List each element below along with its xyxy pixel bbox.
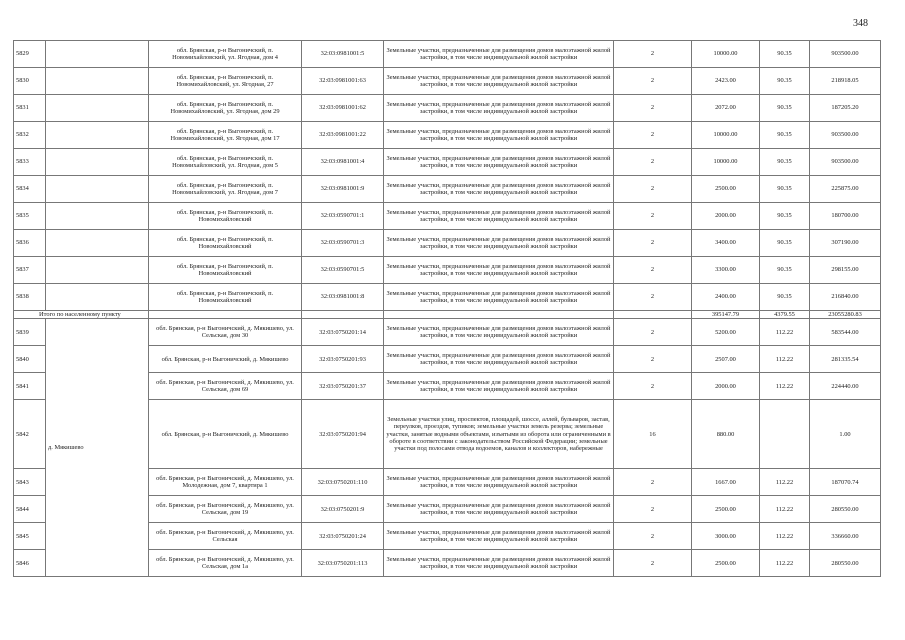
table-row [14, 95, 881, 122]
category-code: 2 [614, 176, 692, 203]
specific-value-cell: 90.35 [760, 149, 810, 176]
address-cell: обл. Брянская, р-н Выгоничский, п. Новомихайловский [149, 284, 302, 311]
row-number: 5829 [14, 41, 46, 68]
permitted-use: Земельные участки, предназначенные для размещения домов малоэтажной жилой застройки, в том числе индивидуальной жилой застройки [384, 496, 614, 523]
row-number: 5834 [14, 176, 46, 203]
address-cell: обл. Брянская, р-н Выгоничский, п. Новомихайловский, ул. Ягодная, дом 4 [149, 41, 302, 68]
address-cell: обл. Брянская, р-н Выгоничский, д. Мякишево, ул. Молодежная, дом 7, квартира 1 [149, 469, 302, 496]
settlement-cell [46, 284, 149, 311]
total-cadastral-value: 23055280.83 [810, 311, 881, 319]
specific-value-cell [760, 400, 810, 469]
category-code: 2 [614, 41, 692, 68]
address-cell: обл. Брянская, р-н Выгоничский, д. Мякишево [149, 346, 302, 373]
settlement-cell [46, 68, 149, 95]
category-code: 2 [614, 469, 692, 496]
category-code: 2 [614, 230, 692, 257]
settlement-cell [46, 203, 149, 230]
cadastral-value-cell: 903500.00 [810, 149, 881, 176]
total-empty-cell [149, 311, 302, 319]
permitted-use: Земельные участки, предназначенные для размещения домов малоэтажной жилой застройки, в том числе индивидуальной жилой застройки [384, 95, 614, 122]
cadastral-value-cell: 280550.00 [810, 550, 881, 577]
category-code: 2 [614, 203, 692, 230]
cadastral-value-cell: 903500.00 [810, 41, 881, 68]
settlement-cell [46, 41, 149, 68]
cadastral-number: 32:03:0981001:4 [302, 149, 384, 176]
specific-value-cell: 112.22 [760, 319, 810, 346]
cadastral-value-table [13, 40, 881, 577]
settlement-cell [46, 122, 149, 149]
specific-value-cell: 90.35 [760, 176, 810, 203]
address-cell: обл. Брянская, р-н Выгоничский, п. Новомихайловский [149, 230, 302, 257]
cadastral-number: 32:03:0750201:113 [302, 550, 384, 577]
total-label: Итого по населенному пункту [14, 311, 149, 319]
category-code: 2 [614, 523, 692, 550]
specific-value-cell: 112.22 [760, 373, 810, 400]
row-number: 5841 [14, 373, 46, 400]
cadastral-value-cell: 180700.00 [810, 203, 881, 230]
specific-value-cell: 112.22 [760, 523, 810, 550]
specific-value-cell: 90.35 [760, 230, 810, 257]
cadastral-value-cell: 187070.74 [810, 469, 881, 496]
category-code: 2 [614, 496, 692, 523]
table-row [14, 203, 881, 230]
specific-value-cell: 90.35 [760, 41, 810, 68]
area-cell: 2072.00 [692, 95, 760, 122]
category-code: 2 [614, 95, 692, 122]
area-cell: 10000.00 [692, 149, 760, 176]
specific-value-cell: 112.22 [760, 346, 810, 373]
area-cell: 1667.00 [692, 469, 760, 496]
category-code: 2 [614, 284, 692, 311]
row-number: 5840 [14, 346, 46, 373]
area-cell: 2000.00 [692, 203, 760, 230]
specific-value-cell: 90.35 [760, 95, 810, 122]
table-row [14, 230, 881, 257]
cadastral-number: 32:03:0981001:8 [302, 284, 384, 311]
row-number: 5833 [14, 149, 46, 176]
total-empty-cell [614, 311, 692, 319]
settlement-cell [46, 95, 149, 122]
category-code: 2 [614, 550, 692, 577]
permitted-use: Земельные участки, предназначенные для размещения домов малоэтажной жилой застройки, в том числе индивидуальной жилой застройки [384, 122, 614, 149]
specific-value-cell: 90.35 [760, 122, 810, 149]
total-empty-cell [384, 311, 614, 319]
cadastral-number: 32:03:0590701:3 [302, 230, 384, 257]
permitted-use: Земельные участки, предназначенные для размещения домов малоэтажной жилой застройки, в том числе индивидуальной жилой застройки [384, 523, 614, 550]
table-row [14, 176, 881, 203]
cadastral-value-cell: 903500.00 [810, 122, 881, 149]
permitted-use: Земельные участки, предназначенные для размещения домов малоэтажной жилой застройки, в том числе индивидуальной жилой застройки [384, 230, 614, 257]
area-cell: 5200.00 [692, 319, 760, 346]
row-number: 5846 [14, 550, 46, 577]
row-number: 5835 [14, 203, 46, 230]
area-cell: 2500.00 [692, 176, 760, 203]
address-cell: обл. Брянская, р-н Выгоничский, п. Новомихайловский, ул. Ягодная, дом 7 [149, 176, 302, 203]
specific-value-cell: 90.35 [760, 257, 810, 284]
cadastral-number: 32:03:0981001:62 [302, 95, 384, 122]
cadastral-value-cell: 298155.00 [810, 257, 881, 284]
page-number: 348 [853, 18, 868, 29]
cadastral-value-cell: 216840.00 [810, 284, 881, 311]
area-cell: 3300.00 [692, 257, 760, 284]
cadastral-value-cell: 218918.05 [810, 68, 881, 95]
settlement-cell [46, 149, 149, 176]
address-cell: обл. Брянская, р-н Выгоничский, д. Мякишево [149, 400, 302, 469]
cadastral-number: 32:03:0750201:93 [302, 346, 384, 373]
specific-value-cell: 90.35 [760, 203, 810, 230]
cadastral-number: 32:03:0590701:5 [302, 257, 384, 284]
category-code: 2 [614, 257, 692, 284]
settlement-cell [46, 176, 149, 203]
row-number: 5845 [14, 523, 46, 550]
row-number: 5830 [14, 68, 46, 95]
area-cell: 2423.00 [692, 68, 760, 95]
area-cell: 3000.00 [692, 523, 760, 550]
row-number: 5839 [14, 319, 46, 346]
area-cell: 2500.00 [692, 550, 760, 577]
settlement-name: д. Мякишево [46, 319, 149, 577]
row-number: 5836 [14, 230, 46, 257]
cadastral-number: 32:03:0981001:22 [302, 122, 384, 149]
category-code: 2 [614, 149, 692, 176]
permitted-use: Земельные участки, предназначенные для размещения домов малоэтажной жилой застройки, в том числе индивидуальной жилой застройки [384, 257, 614, 284]
specific-value-cell: 112.22 [760, 469, 810, 496]
area-cell: 2500.00 [692, 496, 760, 523]
row-number: 5842 [14, 400, 46, 469]
permitted-use: Земельные участки, предназначенные для размещения домов малоэтажной жилой застройки, в том числе индивидуальной жилой застройки [384, 469, 614, 496]
address-cell: обл. Брянская, р-н Выгоничский, п. Новомихайловский, ул. Ягодная, дом 17 [149, 122, 302, 149]
cadastral-value-cell: 307190.00 [810, 230, 881, 257]
total-specific-value: 4379.55 [760, 311, 810, 319]
specific-value-cell: 90.35 [760, 284, 810, 311]
permitted-use: Земельные участки, предназначенные для размещения домов малоэтажной жилой застройки, в том числе индивидуальной жилой застройки [384, 149, 614, 176]
area-cell: 880.00 [692, 400, 760, 469]
cadastral-value-cell: 583544.00 [810, 319, 881, 346]
cadastral-value-cell: 336660.00 [810, 523, 881, 550]
address-cell: обл. Брянская, р-н Выгоничский, п. Новомихайловский [149, 257, 302, 284]
row-number: 5831 [14, 95, 46, 122]
total-empty-cell [302, 311, 384, 319]
row-number: 5844 [14, 496, 46, 523]
specific-value-cell: 112.22 [760, 496, 810, 523]
address-cell: обл. Брянская, р-н Выгоничский, д. Мякишево, ул. Сельская, дом 1а [149, 550, 302, 577]
permitted-use: Земельные участки, предназначенные для размещения домов малоэтажной жилой застройки, в том числе индивидуальной жилой застройки [384, 68, 614, 95]
row-number: 5838 [14, 284, 46, 311]
settlement-cell [46, 257, 149, 284]
cadastral-number: 32:03:0981001:9 [302, 176, 384, 203]
cadastral-number: 32:03:0750201:24 [302, 523, 384, 550]
cadastral-value-cell: 281335.54 [810, 346, 881, 373]
cadastral-value-cell: 225875.00 [810, 176, 881, 203]
table-row [14, 122, 881, 149]
address-cell: обл. Брянская, р-н Выгоничский, п. Новомихайловский, ул. Ягодная, дом 29 [149, 95, 302, 122]
cadastral-number: 32:03:0750201:37 [302, 373, 384, 400]
area-cell: 10000.00 [692, 122, 760, 149]
area-cell: 2507.00 [692, 346, 760, 373]
category-code: 2 [614, 373, 692, 400]
address-cell: обл. Брянская, р-н Выгоничский, д. Мякишево, ул. Сельская, дом 69 [149, 373, 302, 400]
area-cell: 10000.00 [692, 41, 760, 68]
cadastral-number: 32:03:0590701:1 [302, 203, 384, 230]
area-cell: 2400.00 [692, 284, 760, 311]
table-row [14, 149, 881, 176]
cadastral-number: 32:03:0981001:63 [302, 68, 384, 95]
permitted-use: Земельные участки, предназначенные для размещения домов малоэтажной жилой застройки, в том числе индивидуальной жилой застройки [384, 176, 614, 203]
area-cell: 2000.00 [692, 373, 760, 400]
category-code: 2 [614, 122, 692, 149]
table-row [14, 319, 881, 346]
specific-value-cell: 90.35 [760, 68, 810, 95]
specific-value-cell: 112.22 [760, 550, 810, 577]
address-cell: обл. Брянская, р-н Выгоничский, д. Мякишево, ул. Сельская, дом 19 [149, 496, 302, 523]
permitted-use: Земельные участки, предназначенные для размещения домов малоэтажной жилой застройки, в том числе индивидуальной жилой застройки [384, 373, 614, 400]
permitted-use: Земельные участки, предназначенные для размещения домов малоэтажной жилой застройки, в том числе индивидуальной жилой застройки [384, 284, 614, 311]
settlement-cell [46, 230, 149, 257]
table-row [14, 68, 881, 95]
cadastral-value-cell: 280550.00 [810, 496, 881, 523]
permitted-use: Земельные участки, предназначенные для размещения домов малоэтажной жилой застройки, в том числе индивидуальной жилой застройки [384, 346, 614, 373]
cadastral-value-cell: 224440.00 [810, 373, 881, 400]
total-area: 395147.79 [692, 311, 760, 319]
permitted-use: Земельные участки, предназначенные для размещения домов малоэтажной жилой застройки, в том числе индивидуальной жилой застройки [384, 550, 614, 577]
address-cell: обл. Брянская, р-н Выгоничский, д. Мякишево, ул. Сельская, дом 30 [149, 319, 302, 346]
address-cell: обл. Брянская, р-н Выгоничский, п. Новомихайловский, ул. Ягодная, 27 [149, 68, 302, 95]
area-cell: 3400.00 [692, 230, 760, 257]
address-cell: обл. Брянская, р-н Выгоничский, д. Мякишево, ул. Сельская [149, 523, 302, 550]
cadastral-number: 32:03:0750201:14 [302, 319, 384, 346]
row-number: 5832 [14, 122, 46, 149]
cadastral-number: 32:03:0750201:94 [302, 400, 384, 469]
category-code: 2 [614, 68, 692, 95]
cadastral-number: 32:03:0750201:9 [302, 496, 384, 523]
row-number: 5843 [14, 469, 46, 496]
total-row [14, 311, 881, 319]
address-cell: обл. Брянская, р-н Выгоничский, п. Новомихайловский [149, 203, 302, 230]
row-number: 5837 [14, 257, 46, 284]
category-code: 2 [614, 346, 692, 373]
category-code: 2 [614, 319, 692, 346]
permitted-use: Земельные участки улиц, проспектов, площадей, шоссе, аллей, бульваров, застав, переулков, проездов, тупиков; земельные участки земель резерва; земельные участки, занятые водными объектами, изъятыми из оборота или ограниченными в обороте в соответствии с законодательством Российской Федерации; земельные участки под полосами отвода водоемов, каналов и коллекторов, набережные [384, 400, 614, 469]
cadastral-number: 32:03:0981001:5 [302, 41, 384, 68]
permitted-use: Земельные участки, предназначенные для размещения домов малоэтажной жилой застройки, в том числе индивидуальной жилой застройки [384, 203, 614, 230]
permitted-use: Земельные участки, предназначенные для размещения домов малоэтажной жилой застройки, в том числе индивидуальной жилой застройки [384, 41, 614, 68]
cadastral-number: 32:03:0750201:110 [302, 469, 384, 496]
table-row [14, 41, 881, 68]
cadastral-value-cell: 187205.20 [810, 95, 881, 122]
category-code: 16 [614, 400, 692, 469]
address-cell: обл. Брянская, р-н Выгоничский, п. Новомихайловский, ул. Ягодная, дом 5 [149, 149, 302, 176]
table-row [14, 284, 881, 311]
cadastral-value-cell: 1.00 [810, 400, 881, 469]
permitted-use: Земельные участки, предназначенные для размещения домов малоэтажной жилой застройки, в том числе индивидуальной жилой застройки [384, 319, 614, 346]
table-row [14, 257, 881, 284]
